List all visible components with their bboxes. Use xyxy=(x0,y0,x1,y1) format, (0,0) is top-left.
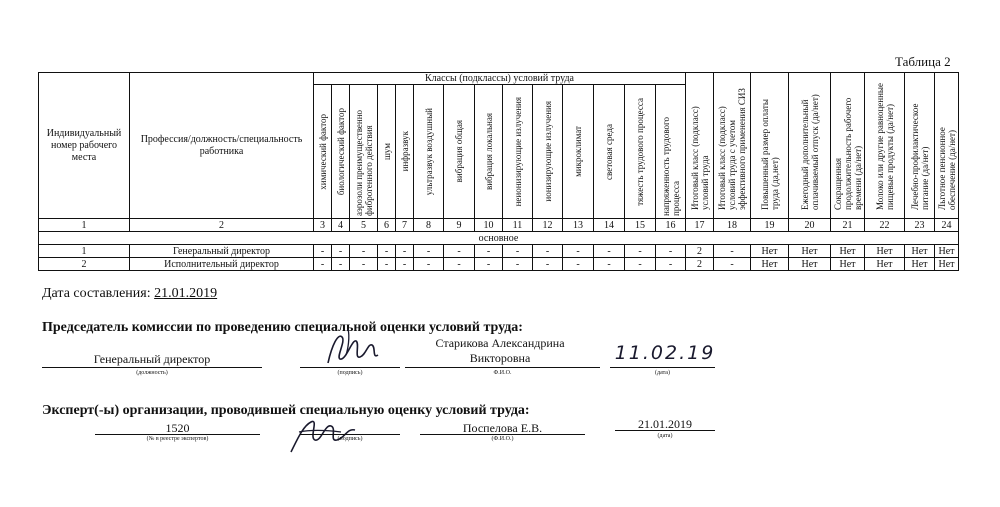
header-classes-title: Классы (подклассы) условий труда xyxy=(314,73,686,85)
chair-date-caption: (дата) xyxy=(655,370,670,376)
table-cell: - xyxy=(332,258,350,271)
table-cell: Нет xyxy=(789,245,831,258)
column-number: 15 xyxy=(625,219,656,232)
table-cell: - xyxy=(714,245,751,258)
factor-cell xyxy=(414,85,444,219)
factor-label: ионизирующие излучения xyxy=(542,101,553,202)
table-cell: - xyxy=(594,245,625,258)
table-cell: - xyxy=(656,258,686,271)
column-number: 24 xyxy=(935,219,959,232)
table-cell: - xyxy=(314,258,332,271)
column-number: 2 xyxy=(130,219,314,232)
table-cell: Нет xyxy=(935,258,959,271)
factor-label: химический фактор xyxy=(317,113,328,190)
chair-name: Старикова Александрина Викторовна xyxy=(435,336,565,365)
table-cell: - xyxy=(396,245,414,258)
header-extra-cell xyxy=(789,73,831,219)
expert-number: 1520 xyxy=(165,421,190,435)
factor-cell xyxy=(332,85,350,219)
header-extra-cell xyxy=(751,73,789,219)
header-extra-cell xyxy=(714,73,751,219)
table-cell: - xyxy=(563,245,594,258)
factor-label: световая среда xyxy=(604,123,614,180)
table-cell: - xyxy=(656,245,686,258)
row-title: Исполнительный директор xyxy=(130,258,314,271)
column-number: 6 xyxy=(378,219,396,232)
expert-name-caption: (Ф.И.О.) xyxy=(491,436,514,442)
table-cell: - xyxy=(594,258,625,271)
column-number: 13 xyxy=(563,219,594,232)
column-number: 21 xyxy=(831,219,865,232)
row-title: Генеральный директор xyxy=(130,245,314,258)
factor-cell xyxy=(625,85,656,219)
factor-label: вибрация локальная xyxy=(483,112,494,190)
chair-position-caption: (должность) xyxy=(136,370,168,376)
column-number: 17 xyxy=(686,219,714,232)
header-extra-cell xyxy=(865,73,905,219)
table-cell: - xyxy=(503,245,533,258)
table-cell: 2 xyxy=(686,245,714,258)
date-label: Дата составления: xyxy=(42,286,151,301)
expert-number-caption: (№ в реестре экспертов) xyxy=(146,436,209,442)
table-cell: 2 xyxy=(686,258,714,271)
factor-label: инфразвук xyxy=(399,131,410,172)
column-number: 18 xyxy=(714,219,751,232)
column-number: 14 xyxy=(594,219,625,232)
factor-cell xyxy=(533,85,563,219)
column-number: 12 xyxy=(533,219,563,232)
expert-date: 21.01.2019 xyxy=(638,417,692,431)
table-cell: - xyxy=(378,258,396,271)
column-number: 22 xyxy=(865,219,905,232)
section-row xyxy=(39,232,959,245)
column-number: 4 xyxy=(332,219,350,232)
table-cell: - xyxy=(378,245,396,258)
expert-date-caption: (дата) xyxy=(657,433,673,439)
table-cell: - xyxy=(533,245,563,258)
table-cell: Нет xyxy=(789,258,831,271)
column-number: 23 xyxy=(905,219,935,232)
results-table xyxy=(38,72,959,271)
section-label: основное xyxy=(39,232,959,245)
table-cell: Нет xyxy=(751,258,789,271)
table-cell: - xyxy=(625,245,656,258)
factor-label: вибрация общая xyxy=(454,120,464,183)
header-extra-label: Ежегодный дополнительный оплачиваемый отпуск (да/нет) xyxy=(799,93,820,210)
factor-cell xyxy=(396,85,414,219)
header-profession: Профессия/должность/специальность работника xyxy=(130,73,314,219)
header-extra-label: Лечебно-профилактическое питание (да/нет) xyxy=(909,103,930,210)
factor-label: биологический фактор xyxy=(335,107,346,196)
header-extra-label: Повышенный размер оплаты труда (да,нет) xyxy=(759,98,780,210)
column-numbers-row xyxy=(39,219,959,232)
factor-cell xyxy=(314,85,332,219)
column-number: 11 xyxy=(503,219,533,232)
table-cell: Нет xyxy=(865,245,905,258)
column-number: 10 xyxy=(475,219,503,232)
table-cell: - xyxy=(563,258,594,271)
table-cell: Нет xyxy=(751,245,789,258)
table-cell: - xyxy=(414,245,444,258)
table-cell: - xyxy=(332,245,350,258)
table-cell: - xyxy=(533,258,563,271)
table-cell: - xyxy=(625,258,656,271)
factor-cell xyxy=(594,85,625,219)
chair-date: 11.02.19 xyxy=(614,342,716,364)
header-extra-label: Льготное пенсионное обеспечение (да/нет) xyxy=(936,126,957,210)
table-cell: Нет xyxy=(905,245,935,258)
header-extra-label: Молоко или другие равноценные пищевые продукты (да/нет) xyxy=(874,82,895,210)
factor-label: тяжесть трудового процесса xyxy=(635,97,645,206)
factor-cell xyxy=(503,85,533,219)
table-cell: - xyxy=(350,258,378,271)
header-extra-cell xyxy=(831,73,865,219)
table-cell: - xyxy=(503,258,533,271)
table-cell: Нет xyxy=(831,245,865,258)
factor-label: микроклимат xyxy=(573,126,583,177)
header-extra-cell xyxy=(686,73,714,219)
factor-label: неионизирующие излучения xyxy=(512,96,523,207)
header-extra-cell xyxy=(935,73,959,219)
factor-cell xyxy=(444,85,475,219)
table-cell: Нет xyxy=(865,258,905,271)
header-extra-label: Сокращенная продолжительность рабочего времени (да/нет) xyxy=(832,97,863,210)
chair-signature-caption: (подпись) xyxy=(337,370,363,376)
chair-signature xyxy=(318,325,388,370)
column-number: 5 xyxy=(350,219,378,232)
header-workplace-number: Индивидуальный номер рабочего места xyxy=(39,73,130,219)
column-number: 7 xyxy=(396,219,414,232)
column-number: 16 xyxy=(656,219,686,232)
factor-label: напряженность трудового процесса xyxy=(660,116,681,216)
table-cell: - xyxy=(475,245,503,258)
compilation-date xyxy=(42,286,217,302)
table-caption: Таблица 2 xyxy=(895,54,951,69)
factor-cell xyxy=(350,85,378,219)
table-cell: - xyxy=(444,245,475,258)
column-number: 19 xyxy=(751,219,789,232)
column-number: 3 xyxy=(314,219,332,232)
expert-heading: Эксперт(-ы) организации, проводившей специальную оценку условий труда: xyxy=(42,403,530,418)
table-cell: - xyxy=(396,258,414,271)
table-cell: - xyxy=(444,258,475,271)
expert-signature-caption: (подпись) xyxy=(337,436,363,442)
factor-cell xyxy=(475,85,503,219)
table-cell: - xyxy=(350,245,378,258)
table-cell: - xyxy=(414,258,444,271)
factor-cell xyxy=(563,85,594,219)
column-number: 20 xyxy=(789,219,831,232)
header-extra-label: Итоговый класс (подкласс) условий труда с учетом эффективного применения СИЗ xyxy=(717,87,747,210)
table-cell: - xyxy=(314,245,332,258)
table-cell: - xyxy=(475,258,503,271)
factor-label: ультразвук воздушный xyxy=(423,107,434,196)
expert-name: Поспелова Е.В. xyxy=(462,421,543,435)
header-extra-label: Итоговый класс (подкласс) условий труда xyxy=(689,105,710,210)
chair-name-caption: Ф.И.О. xyxy=(493,370,512,376)
header-extra-cell xyxy=(905,73,935,219)
column-number: 8 xyxy=(414,219,444,232)
factor-label: аэрозоли преимущественно фиброгенного действия xyxy=(353,109,374,216)
row-number: 1 xyxy=(39,245,130,258)
table-cell: Нет xyxy=(905,258,935,271)
chair-heading: Председатель комиссии по проведению специальной оценки условий труда: xyxy=(42,320,523,335)
factor-cell xyxy=(656,85,686,219)
column-number: 9 xyxy=(444,219,475,232)
factor-cell xyxy=(378,85,396,219)
chair-position: Генеральный директор xyxy=(93,352,211,366)
table-row xyxy=(39,258,959,271)
factor-label: шум xyxy=(381,142,392,160)
date-value: 21.01.2019 xyxy=(154,286,218,301)
column-number: 1 xyxy=(39,219,130,232)
table-row xyxy=(39,245,959,258)
table-cell: Нет xyxy=(935,245,959,258)
table-cell: - xyxy=(714,258,751,271)
table-cell: Нет xyxy=(831,258,865,271)
row-number: 2 xyxy=(39,258,130,271)
